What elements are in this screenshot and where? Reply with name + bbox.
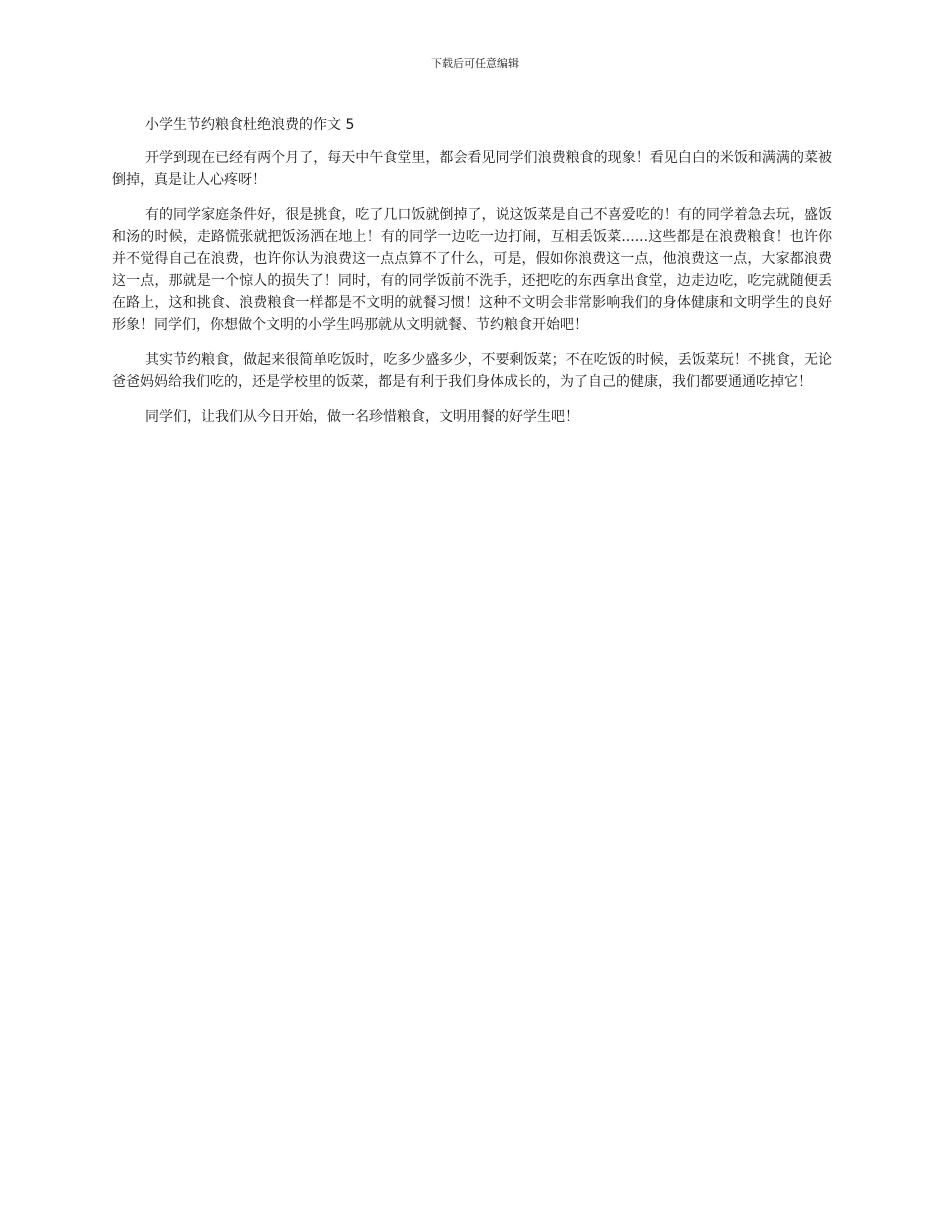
paragraph-4: 同学们，让我们从今日开始，做一名珍惜粮食，文明用餐的好学生吧！ <box>145 409 579 425</box>
essay-title: 小学生节约粮食杜绝浪费的作文 5 <box>145 117 355 133</box>
document-body <box>112 114 832 441</box>
paragraph-3: 其实节约粮食，做起来很简单吃饭时，吃多少盛多少，不要剩饭菜；不在吃饭的时候，丢饭菜玩！不挑食，无论爸爸妈妈给我们吃的，还是学校里的饭菜，都是有利于我们身体成长的，为了自己的健康，我们都要通通吃掉它！ <box>112 352 832 390</box>
paragraph-1: 开学到现在已经有两个月了，每天中午食堂里，都会看见同学们浪费粮食的现象！看见白白的米饭和满满的菜被倒掉，真是让人心疼呀！ <box>112 150 832 188</box>
page-header: 下载后可任意编辑 <box>431 57 519 70</box>
paragraph-2: 有的同学家庭条件好，很是挑食，吃了几口饭就倒掉了，说这饭菜是自己不喜爱吃的！有的同学着急去玩，盛饭和汤的时候，走路慌张就把饭汤洒在地上！有的同学一边吃一边打闹，互相丢饭菜......这些都是在浪费粮食！也许你并不觉得自己在浪费，也许你认为浪费这一点点算不了什么，可是，假如你浪费这一点，他浪费这一点，大家都浪费这一点，那就是一个惊人的损失了！同时，有的同学饭前不洗手，还把吃的东西拿出食堂，边走边吃，吃完就随便丢在路上，这和挑食、浪费粮食一样都是不文明的就餐习惯！这种不文明会非常影响我们的身体健康和文明学生的良好形象！同学们，你想做个文明的小学生吗那就从文明就餐、节约粮食开始吧！ <box>112 207 832 333</box>
